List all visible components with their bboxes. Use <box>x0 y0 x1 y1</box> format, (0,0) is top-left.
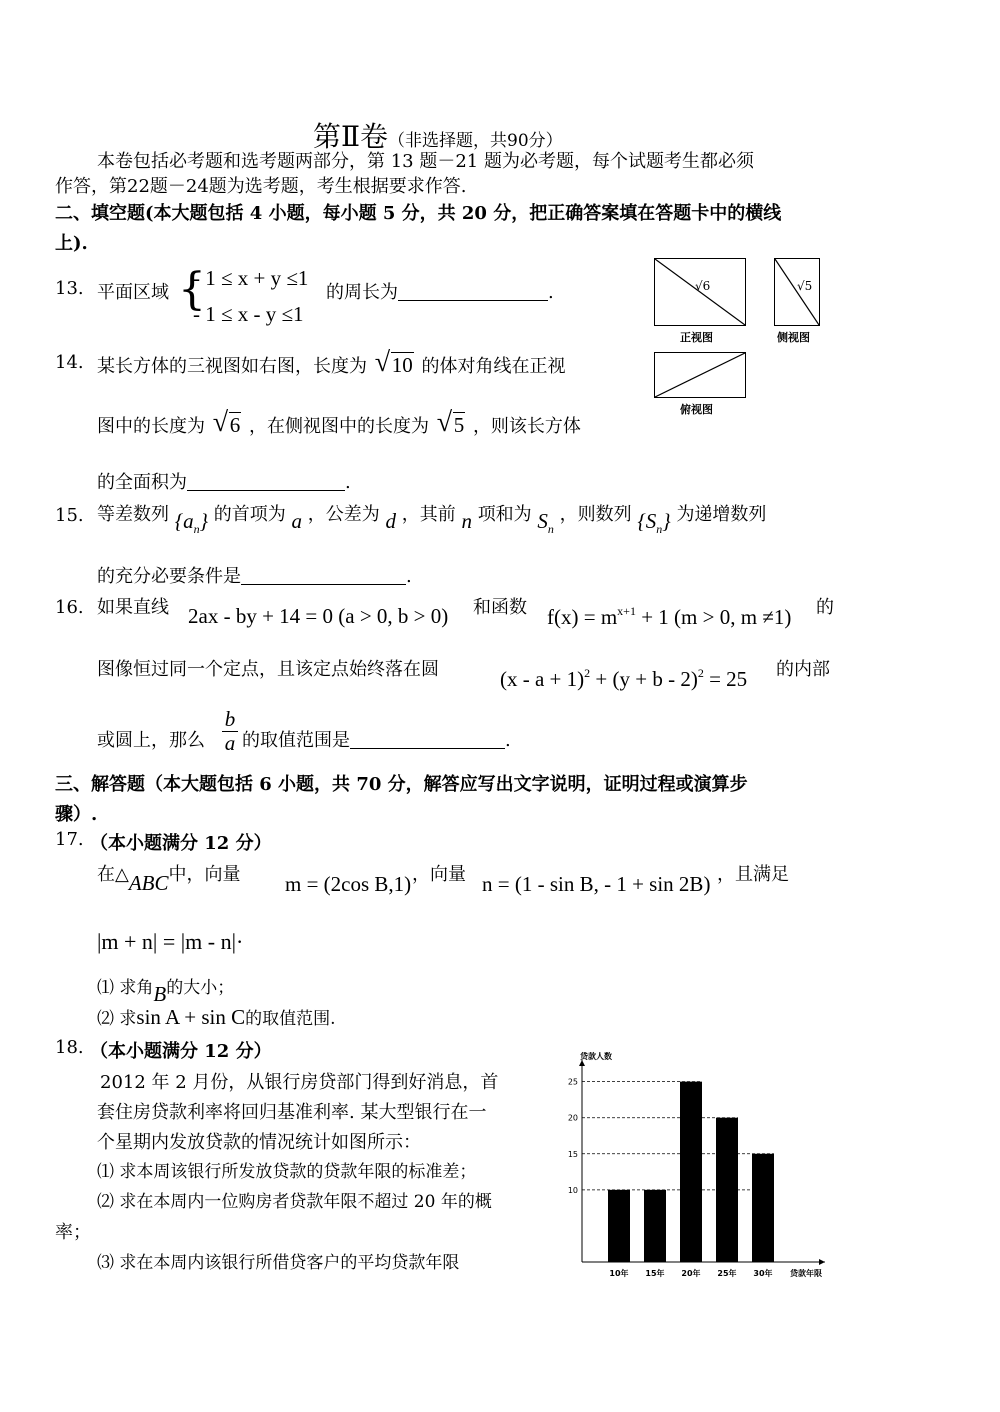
q15-line2: 的充分必要条件是 . <box>97 566 412 587</box>
x-axis-label: 贷款年限 <box>790 1269 822 1278</box>
sqrt-6: √ 6 <box>212 407 241 438</box>
sum-sn: $S_n$ <box>537 509 554 536</box>
x-tick-label: 30年 <box>753 1269 773 1278</box>
q13-number: 13. <box>55 278 84 299</box>
q18-part2: ⑵ 求在本周内一位购房者贷款年限不超过 20 年的概 <box>97 1192 492 1212</box>
q18-part1: ⑴ 求本周该银行所发放贷款的贷款年限的标准差； <box>97 1162 477 1182</box>
q13-inequality-2: - 1 ≤ x - y ≤1 <box>193 302 304 326</box>
q17-satisfy: ，且满足 <box>717 864 789 885</box>
sqrt-10: √ 10 <box>374 347 413 378</box>
side-view-box <box>774 258 820 326</box>
vector-n: n = (1 - sin B, - 1 + sin 2B) <box>482 872 711 896</box>
q17-vector-n-label: ，向量 <box>412 864 466 885</box>
answer-blank <box>398 282 548 301</box>
q17-line1: 在△ABC中，向量 <box>97 864 241 895</box>
sqrt-5: √ 5 <box>436 407 465 438</box>
answer-blank <box>241 566 406 585</box>
q17-header: （本小题满分 12 分） <box>90 833 272 854</box>
section2-line1: 二、填空题(本大题包括 4 小题，每小题 5 分，共 20 分，把正确答案填在答题卡中的横线 <box>55 203 782 224</box>
section3-line2: 骤）. <box>55 804 98 825</box>
q17-part2: ⑵ 求sin A + sin C的取值范围. <box>97 1005 336 1029</box>
bar-20年 <box>680 1082 702 1262</box>
side-view-label: 侧视图 <box>777 331 810 344</box>
side-view-length: √5 <box>797 279 813 293</box>
q13-inequality-1: - 1 ≤ x + y ≤1 <box>193 266 309 290</box>
y-tick-label: 15 <box>567 1149 578 1159</box>
x-tick-label: 15年 <box>645 1269 665 1278</box>
q18-line3: 个星期内发放贷款的情况统计如图所示： <box>97 1132 421 1153</box>
bar-15年 <box>644 1190 666 1262</box>
loan-bar-chart <box>560 1050 840 1285</box>
q18-line2: 套住房贷款利率将回归基准利率. 某大型银行在一 <box>97 1102 487 1123</box>
q14-line2: 图中的长度为 √ 6 ，在侧视图中的长度为 √ 5 ，则该长方体 <box>97 407 581 438</box>
q18-line1: 2012 年 2 月份，从银行房贷部门得到好消息，首 <box>100 1072 499 1093</box>
bar-10年 <box>608 1190 630 1262</box>
answer-blank <box>187 472 345 491</box>
top-view-diagonal <box>655 353 745 397</box>
x-tick-label: 20年 <box>681 1269 701 1278</box>
q14-number: 14. <box>55 352 84 373</box>
q13-prefix: 平面区域 <box>97 282 169 303</box>
y-axis-label: 贷款人数 <box>580 1052 612 1061</box>
vector-m: m = (2cos B,1) <box>285 872 412 896</box>
q15-line1: 等差数列 $\{a_n\}$ 的首项为 a ，公差为 d ，其前 n 项和为 $S_n$ ，则数列 $\{S_n\}$ 为递增数列 <box>97 504 767 536</box>
q16-de: 的 <box>816 597 834 618</box>
line-equation: 2ax - by + 14 = 0 (a > 0, b > 0) <box>188 604 449 628</box>
q14-line3: 的全面积为 . <box>97 472 351 493</box>
q18-number: 18. <box>55 1037 84 1058</box>
x-axis-arrow <box>819 1259 825 1265</box>
q18-header: （本小题满分 12 分） <box>90 1041 272 1062</box>
q16-inner: 的内部 <box>776 659 830 680</box>
q16-line3-end: 的取值范围是 . <box>242 730 511 751</box>
q16-line3: 或圆上，那么 <box>97 730 205 751</box>
brace: { <box>178 264 206 315</box>
q17-part1: ⑴ 求角B的大小； <box>97 978 235 1006</box>
q17-condition: |m + n| = |m - n|· <box>97 929 244 954</box>
bar-30年 <box>752 1154 774 1262</box>
y-tick-label: 20 <box>567 1113 578 1123</box>
section2-line2: 上). <box>55 233 88 254</box>
q17-number: 17. <box>55 829 84 850</box>
seq-an: $\{a_n\}$ <box>174 509 209 536</box>
seq-sn: $\{S_n\}$ <box>637 509 671 536</box>
x-tick-label: 10年 <box>609 1269 629 1278</box>
section3-line1: 三、解答题（本大题包括 6 小题，共 70 分，解答应写出文字说明，证明过程或演算步 <box>55 774 748 795</box>
intro-line1: 本卷包括必考题和选考题两部分，第 13 题－21 题为必考题，每个试题考生都必须 <box>97 151 754 172</box>
function-expression: $f(x) = m^{x+1} + 1$ (m > 0, m ≠1) <box>547 604 792 629</box>
q16-line1: 如果直线 <box>97 597 169 618</box>
y-tick-label: 10 <box>567 1185 578 1195</box>
fraction-b-over-a: b a <box>222 708 238 755</box>
circle-equation: $(x - a + 1)^2 + (y + b - 2)^2 = 25$ <box>500 666 748 691</box>
answer-blank <box>350 730 505 749</box>
y-tick-label: 25 <box>567 1077 578 1087</box>
top-view-box <box>654 352 746 398</box>
q14-line1: 某长方体的三视图如右图，长度为 √ 10 的体对角线在正视 <box>97 347 566 378</box>
intro-line2: 作答，第22题－24题为选考题，考生根据要求作答. <box>55 176 467 197</box>
page-title: 第Ⅱ卷（非选择题，共90分） <box>313 120 563 153</box>
front-view-box <box>654 258 746 326</box>
q16-line2: 图像恒过同一个定点，且该定点始终落在圆 <box>97 659 439 680</box>
x-tick-label: 25年 <box>717 1269 737 1278</box>
q16-number: 16. <box>55 597 84 618</box>
top-view-label: 俯视图 <box>680 403 713 416</box>
q16-and-function: 和函数 <box>473 597 527 618</box>
q13-post: 的周长为 . <box>326 282 554 303</box>
front-view-label: 正视图 <box>680 331 713 344</box>
q18-part3: ⑶ 求在本周内该银行所借贷客户的平均贷款年限 <box>97 1253 460 1273</box>
q18-part2-cont: 率； <box>55 1222 91 1243</box>
front-view-length: √6 <box>695 279 711 293</box>
q15-number: 15. <box>55 505 84 526</box>
